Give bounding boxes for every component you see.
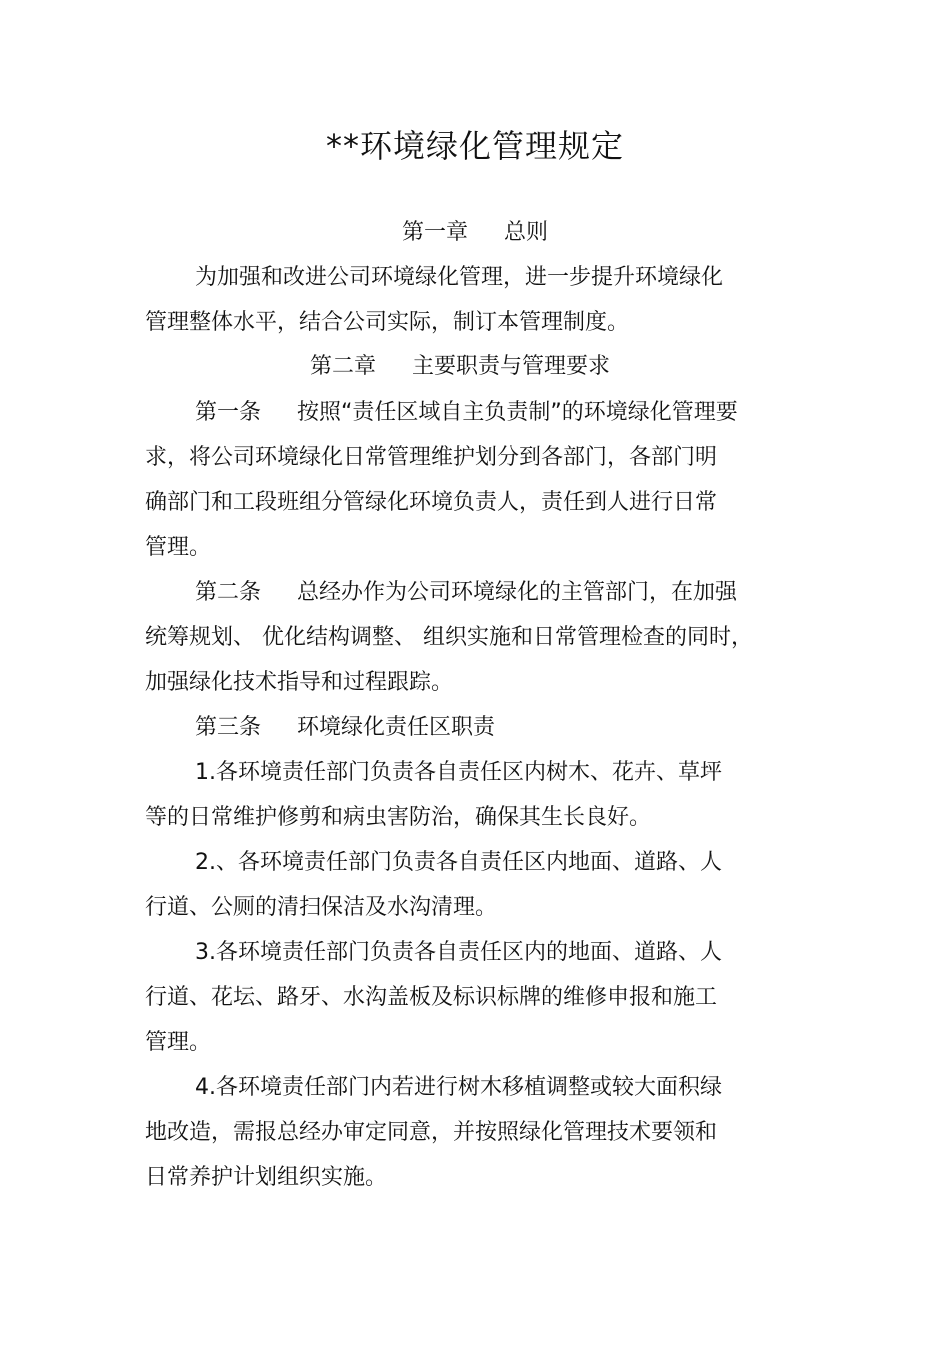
item-2-line-2: 行道、公厕的清扫保洁及水沟清理。 [145,895,498,920]
item-3-line-1: 3.各环境责任部门负责各自责任区内的地面、道路、人 [195,940,722,965]
article-1-line-3: 确部门和工段班组分管绿化环境负责人，责任到人进行日常 [145,490,718,515]
article-2-line-1 [195,578,737,608]
article-1-line-2: 求，将公司环境绿化日常管理维护划分到各部门，各部门明 [145,445,718,470]
chapter-2-name: 主要职责与管理要求 [412,354,611,379]
item-1-line-1: 1.各环境责任部门负责各自责任区内树木、花卉、草坪 [195,760,722,785]
item-4-line-2: 地改造，需报总经办审定同意，并按照绿化管理技术要领和 [145,1120,718,1145]
article-1-line-4: 管理。 [145,535,212,560]
article-3-heading [195,713,495,743]
document-title: **环境绿化管理规定 [325,127,624,165]
article-2-line-3: 加强绿化技术指导和过程跟踪。 [145,670,454,695]
article-3-text: 环境绿化责任区职责 [297,715,496,740]
article-1-text: 按照“责任区域自主负责制”的环境绿化管理要 [297,400,738,425]
article-2-line-2: 统筹规划、 优化结构调整、 组织实施和日常管理检查的同时， [145,625,753,650]
item-2-line-1: 2.、各环境责任部门负责各自责任区内地面、道路、人 [195,850,722,875]
item-1-line-2: 等的日常维护修剪和病虫害防治，确保其生长良好。 [145,805,652,830]
item-4-line-3: 日常养护计划组织实施。 [145,1165,388,1190]
item-3-line-2: 行道、花坛、路牙、水沟盖板及标识标牌的维修申报和施工 [145,985,718,1010]
item-4-line-1: 4.各环境责任部门内若进行树木移植调整或较大面积绿 [195,1075,722,1100]
article-3-label: 第三条 [195,715,262,740]
chapter-2-number: 第二章 [310,354,377,379]
chapter-1-text-line-2: 管理整体水平，结合公司实际，制订本管理制度。 [145,310,630,335]
article-2-label: 第二条 [195,580,262,605]
article-1-label: 第一条 [195,400,262,425]
article-1-line-1 [195,398,738,428]
chapter-1-number: 第一章 [401,220,468,245]
chapter-1-heading [0,218,950,248]
item-3-line-3: 管理。 [145,1030,212,1055]
chapter-1-name: 总则 [504,220,549,245]
article-2-text: 总经办作为公司环境绿化的主管部门，在加强 [297,580,738,605]
chapter-2-heading [310,352,610,382]
chapter-1-text-line-1: 为加强和改进公司环境绿化管理，进一步提升环境绿化 [195,265,724,290]
